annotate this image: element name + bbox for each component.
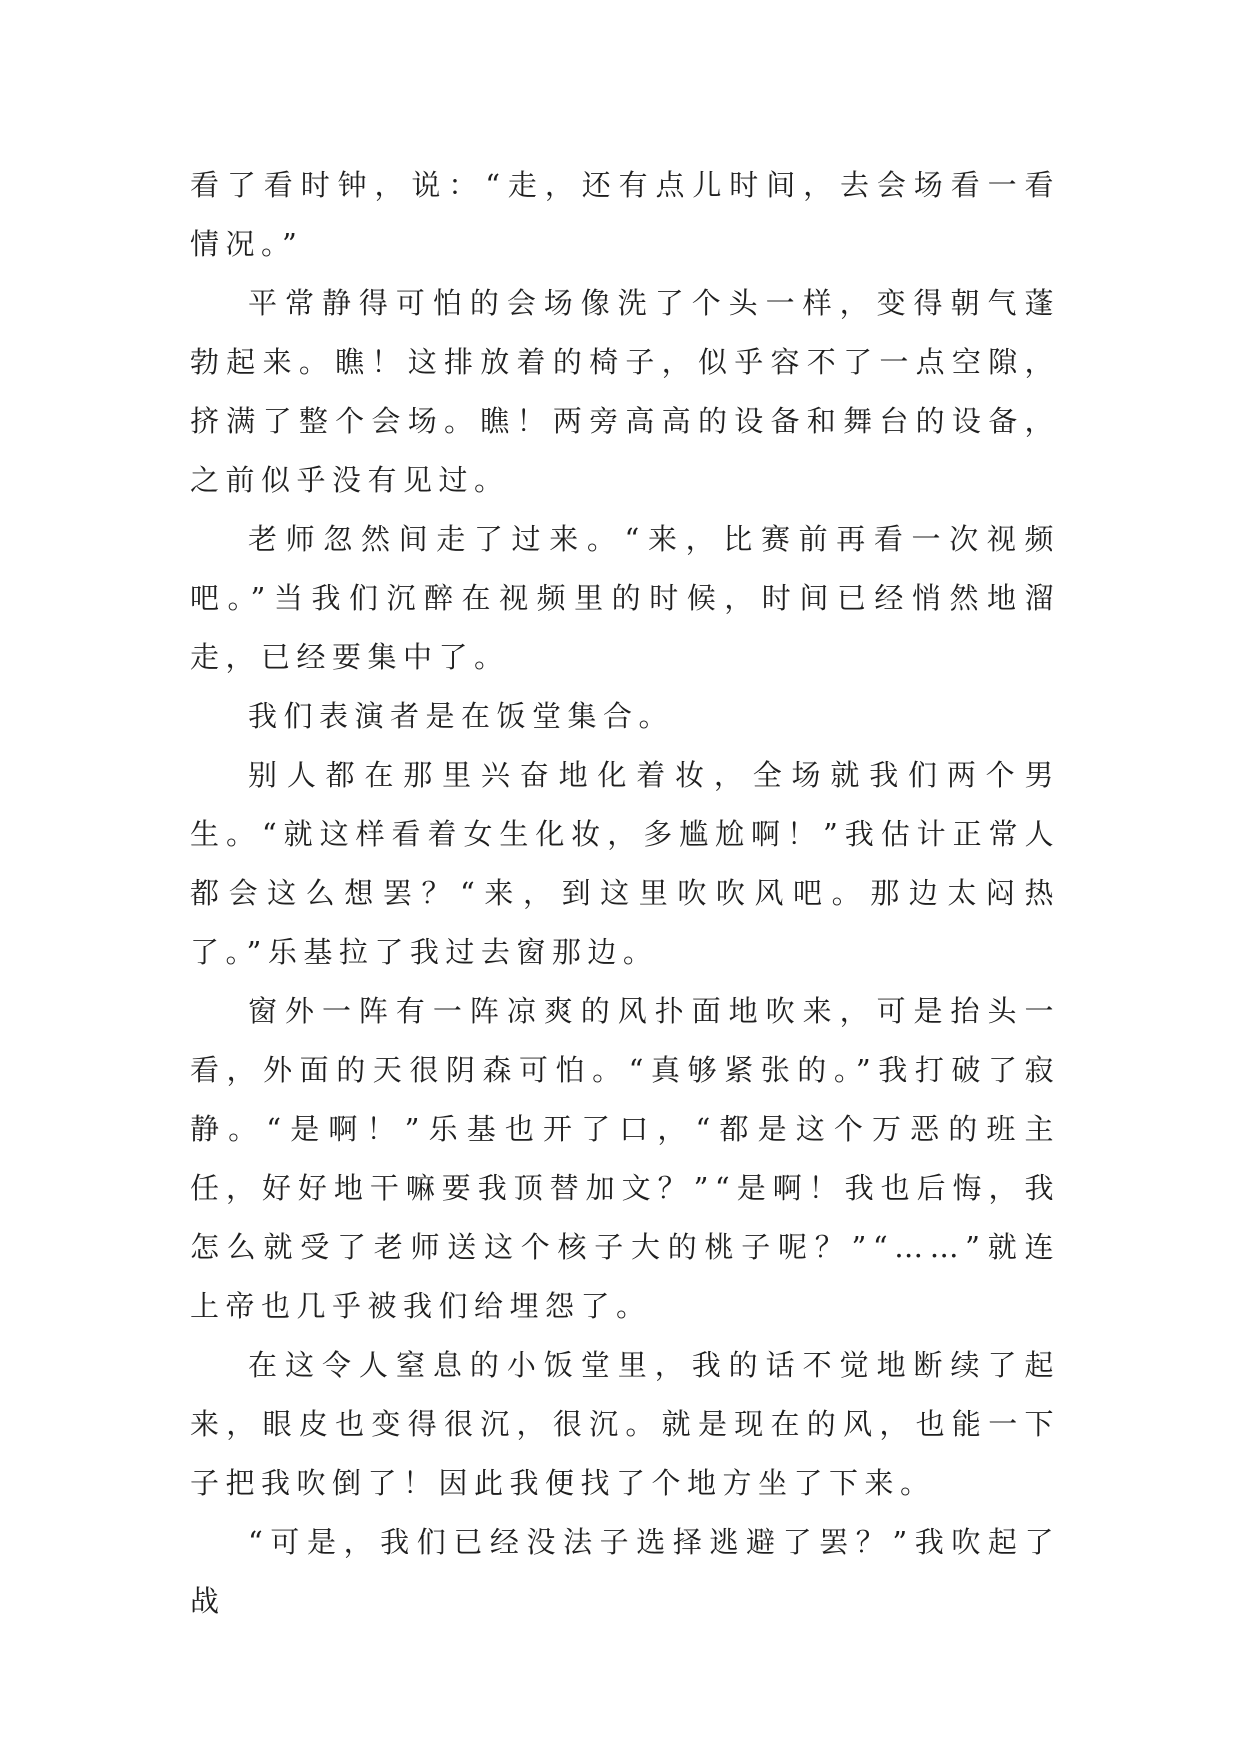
document-body xyxy=(190,156,1060,1631)
paragraph-3: 老师忽然间走了过来。“来，比赛前再看一次视频吧。”当我们沉醉在视频里的时候，时间已经悄然地溜走，已经要集中了。 xyxy=(190,522,1060,674)
paragraph-5: 别人都在那里兴奋地化着妆，全场就我们两个男生。“就这样看着女生化妆，多尴尬啊！”我估计正常人都会这么想罢？“来，到这里吹吹风吧。那边太闷热了。”乐基拉了我过去窗那边。 xyxy=(190,758,1060,969)
paragraph-6: 窗外一阵有一阵凉爽的风扑面地吹来，可是抬头一看，外面的天很阴森可怕。“真够紧张的。”我打破了寂静。“是啊！”乐基也开了口，“都是这个万恶的班主任，好好地干嘛要我顶替加文？”“是啊！我也后悔，我怎么就受了老师送这个核子大的桃子呢？”“……”就连上帝也几乎被我们给埋怨了。 xyxy=(190,994,1060,1323)
paragraph-4: 我们表演者是在饭堂集合。 xyxy=(248,699,675,733)
paragraph-7: 在这令人窒息的小饭堂里，我的话不觉地断续了起来，眼皮也变得很沉，很沉。就是现在的风，也能一下子把我吹倒了！因此我便找了个地方坐了下来。 xyxy=(190,1348,1060,1500)
paragraph-1: 看了看时钟，说：“走，还有点儿时间，去会场看一看情况。” xyxy=(190,168,1060,261)
paragraph-2: 平常静得可怕的会场像洗了个头一样，变得朝气蓬勃起来。瞧！这排放着的椅子，似乎容不了一点空隙，挤满了整个会场。瞧！两旁高高的设备和舞台的设备，之前似乎没有见过。 xyxy=(190,286,1060,497)
paragraph-8: “可是，我们已经没法子选择逃避了罢？”我吹起了战 xyxy=(190,1525,1060,1618)
